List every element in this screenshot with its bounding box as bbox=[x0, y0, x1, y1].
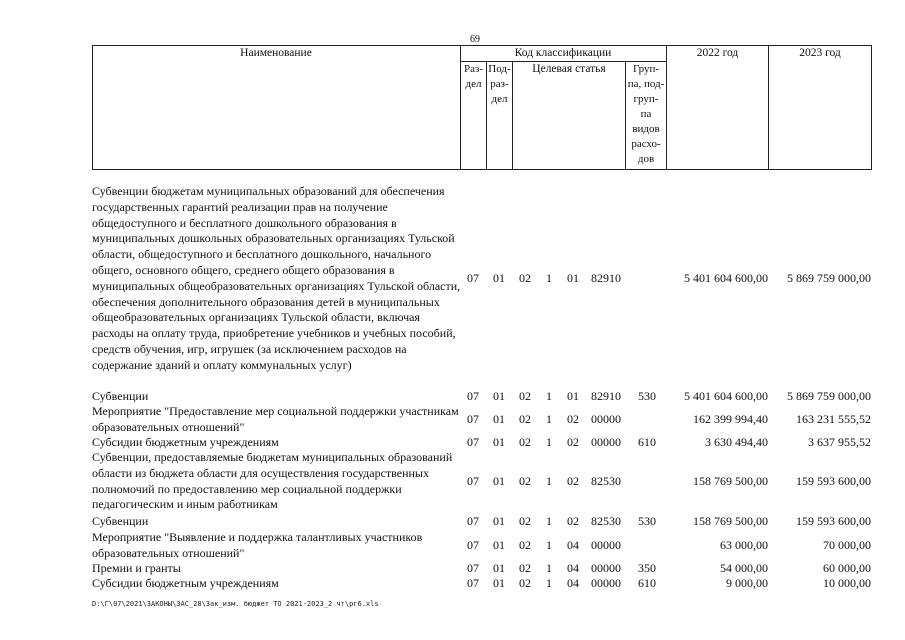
row-t4: 00000 bbox=[591, 538, 621, 552]
row-2022: 63 000,00 bbox=[720, 538, 768, 552]
row-t1: 02 bbox=[519, 538, 531, 552]
row-t2: 1 bbox=[546, 412, 552, 426]
row-t1: 02 bbox=[519, 514, 531, 528]
page-number: 69 bbox=[470, 34, 480, 45]
row-2022: 5 401 604 600,00 bbox=[684, 389, 768, 403]
row-name: Субвенции бюджетам муниципальных образований для обеспечения государственных гарантий реализации прав на получение общедоступного и бесплатного дошкольного образования в муниципальных дошкольных образовательных организациях Тульской области, общедоступного и бесплатного дошкольного, начального общего, основного общего, среднего общего образования в муниципальных общеобразовательных организациях Тульской области, обеспечения дополнительного образования детей в муниципальных общеобразовательных организациях Тульской области, включая расходы на оплату труда, приобретение учебников и учебных пособий, средств обучения, игр, игрушек (за исключением расходов на содержание зданий и оплату коммунальных услуг) bbox=[92, 184, 461, 372]
row-2022: 5 401 604 600,00 bbox=[684, 271, 768, 285]
row-razdel: 07 bbox=[467, 538, 479, 552]
row-razdel: 07 bbox=[467, 514, 479, 528]
row-name: Премии и гранты bbox=[92, 561, 181, 575]
row-t3: 02 bbox=[567, 474, 579, 488]
row-podrazdel: 01 bbox=[493, 474, 505, 488]
row-2022: 3 630 494,40 bbox=[705, 435, 768, 449]
header-year-2022: 2022 год bbox=[696, 47, 739, 59]
row-podrazdel: 01 bbox=[493, 538, 505, 552]
row-2023: 5 869 759 000,00 bbox=[787, 389, 871, 403]
row-t1: 02 bbox=[519, 561, 531, 575]
header-group: Груп- па, под- груп- па видов расхо- дов bbox=[627, 63, 665, 165]
row-name: Субвенции bbox=[92, 389, 149, 403]
row-group: 530 bbox=[638, 514, 656, 528]
row-podrazdel: 01 bbox=[493, 514, 505, 528]
row-t1: 02 bbox=[519, 474, 531, 488]
row-t4: 82910 bbox=[591, 271, 621, 285]
row-t3: 04 bbox=[567, 561, 579, 575]
row-podrazdel: 01 bbox=[493, 271, 505, 285]
row-name: Субвенции bbox=[92, 514, 149, 528]
row-razdel: 07 bbox=[467, 576, 479, 590]
row-name: Мероприятие "Выявление и поддержка талантливых участников образовательных отношений" bbox=[92, 530, 423, 560]
row-t4: 82530 bbox=[591, 514, 621, 528]
row-2022: 9 000,00 bbox=[726, 576, 768, 590]
row-t2: 1 bbox=[546, 271, 552, 285]
row-t1: 02 bbox=[519, 412, 531, 426]
row-2023: 70 000,00 bbox=[823, 538, 871, 552]
row-razdel: 07 bbox=[467, 412, 479, 426]
table-row bbox=[92, 435, 872, 451]
row-group: 350 bbox=[638, 561, 656, 575]
header-razdel: Раз- дел bbox=[463, 63, 483, 90]
table-row bbox=[92, 404, 872, 436]
row-razdel: 07 bbox=[467, 435, 479, 449]
table-row bbox=[92, 450, 872, 514]
row-name: Субвенции, предоставляемые бюджетам муниципальных образований области из бюджета области для осуществления государственных полномочий по предоставлению мер социальной поддержки педагогическим и иным работникам bbox=[92, 450, 453, 512]
row-t4: 00000 bbox=[591, 412, 621, 426]
row-razdel: 07 bbox=[467, 389, 479, 403]
row-t3: 02 bbox=[567, 514, 579, 528]
row-razdel: 07 bbox=[467, 561, 479, 575]
row-t3: 04 bbox=[567, 538, 579, 552]
row-2023: 159 593 600,00 bbox=[796, 474, 871, 488]
row-t4: 00000 bbox=[591, 561, 621, 575]
table-header bbox=[92, 45, 872, 169]
row-name: Субсидии бюджетным учреждениям bbox=[92, 435, 279, 449]
row-t3: 04 bbox=[567, 576, 579, 590]
header-classification: Код классификации bbox=[514, 47, 612, 59]
row-t1: 02 bbox=[519, 271, 531, 285]
row-podrazdel: 01 bbox=[493, 576, 505, 590]
row-podrazdel: 01 bbox=[493, 412, 505, 426]
row-t1: 02 bbox=[519, 389, 531, 403]
row-group: 610 bbox=[638, 576, 656, 590]
row-2023: 163 231 555,52 bbox=[796, 412, 871, 426]
row-2023: 10 000,00 bbox=[823, 576, 871, 590]
row-podrazdel: 01 bbox=[493, 389, 505, 403]
row-2023: 159 593 600,00 bbox=[796, 514, 871, 528]
row-podrazdel: 01 bbox=[493, 561, 505, 575]
row-t1: 02 bbox=[519, 576, 531, 590]
row-2022: 158 769 500,00 bbox=[693, 474, 768, 488]
file-path-footer: D:\Г\07\2021\ЗАКОНЫ\ЗАС_28\Зак_изм. бюджет ТО 2021-2023_2 чт\рг6.xls bbox=[92, 600, 379, 608]
header-target: Целевая статья bbox=[532, 63, 606, 75]
row-t1: 02 bbox=[519, 435, 531, 449]
table-row bbox=[92, 576, 872, 592]
row-2023: 3 637 955,52 bbox=[808, 435, 871, 449]
row-group: 530 bbox=[638, 389, 656, 403]
row-t4: 82910 bbox=[591, 389, 621, 403]
row-2022: 158 769 500,00 bbox=[693, 514, 768, 528]
row-2023: 60 000,00 bbox=[823, 561, 871, 575]
row-razdel: 07 bbox=[467, 271, 479, 285]
row-name: Мероприятие "Предоставление мер социальной поддержки участникам образовательных отношений" bbox=[92, 404, 459, 434]
row-group: 610 bbox=[638, 435, 656, 449]
header-name: Наименование bbox=[240, 47, 312, 59]
row-2022: 162 399 994,40 bbox=[693, 412, 768, 426]
row-t2: 1 bbox=[546, 435, 552, 449]
row-t2: 1 bbox=[546, 474, 552, 488]
row-t3: 01 bbox=[567, 389, 579, 403]
row-podrazdel: 01 bbox=[493, 435, 505, 449]
row-t2: 1 bbox=[546, 514, 552, 528]
row-name: Субсидии бюджетным учреждениям bbox=[92, 576, 279, 590]
row-t4: 00000 bbox=[591, 435, 621, 449]
row-razdel: 07 bbox=[467, 474, 479, 488]
row-t2: 1 bbox=[546, 538, 552, 552]
row-t3: 02 bbox=[567, 412, 579, 426]
row-t4: 00000 bbox=[591, 576, 621, 590]
row-t2: 1 bbox=[546, 561, 552, 575]
table-row bbox=[92, 530, 872, 562]
table-row bbox=[92, 561, 872, 577]
header-year-2023: 2023 год bbox=[799, 47, 841, 59]
table-row bbox=[92, 389, 872, 405]
row-2022: 54 000,00 bbox=[720, 561, 768, 575]
row-t3: 02 bbox=[567, 435, 579, 449]
row-t4: 82530 bbox=[591, 474, 621, 488]
row-t2: 1 bbox=[546, 576, 552, 590]
table-row bbox=[92, 514, 872, 530]
row-2023: 5 869 759 000,00 bbox=[787, 271, 871, 285]
row-t3: 01 bbox=[567, 271, 579, 285]
table-row bbox=[92, 184, 872, 374]
header-podrazdel: Под- раз- дел bbox=[488, 63, 511, 105]
row-t2: 1 bbox=[546, 389, 552, 403]
